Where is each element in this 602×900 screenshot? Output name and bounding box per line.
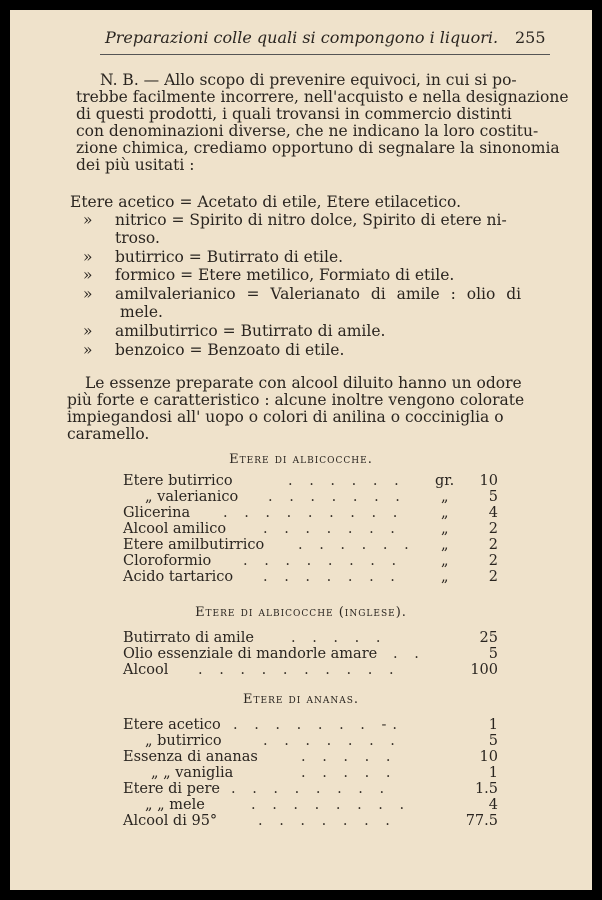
recipe-table [123,630,503,678]
essences-line: più forte e caratteristico : alcune inoltre vengono colorate [67,391,525,409]
essences-paragraph [67,374,540,443]
recipe-row: „ „ mele . . . . . . . . 4 [145,797,498,813]
ingredient-amount: 5 [488,489,498,505]
ingredient-name: Acido tartarico [123,569,234,585]
intro-line: con denominazioni diverse, che ne indicano la loro costitu- [76,122,539,140]
recipe-row: Olio essenziale di mandorle amare . . 5 [123,646,498,662]
intro-line: trebbe facilmente incorrere, nell'acquisto e nella designazione [76,88,569,106]
recipe-row: Butirrato di amile . . . . . 25 [123,630,498,646]
ingredient-amount: 4 [488,797,498,813]
recipe-row: Alcool di 95° . . . . . . . 77.5 [123,813,498,829]
recipe-row: Etere di pere . . . . . . . . 1.5 [123,781,498,797]
ingredient-amount: 5 [488,733,498,749]
ingredient-unit: „ [441,521,449,537]
running-title: Preparazioni colle quali si compongono i liquori. [105,28,499,47]
ingredient-name: Alcool [123,662,169,678]
recipe-table [123,717,503,829]
recipe-row: Alcool . . . . . . . . . . 100 [123,662,498,678]
intro-line: di questi prodotti, i quali trovansi in commercio distinti [76,105,512,123]
recipe-row: Etere butirrico . . . . . . gr. 10 [123,473,498,489]
recipe-row: „ butirrico . . . . . . . 5 [145,733,498,749]
recipe-row: Etere acetico . . . . . . . -. 1 [123,717,498,733]
header-rule [100,54,550,55]
ingredient-name: Olio essenziale di mandorle amare [123,646,378,662]
recipe-row: „ valerianico . . . . . . . „ 5 [145,489,498,505]
ditto-mark: » [83,285,93,303]
intro-line: dei più usitati : [76,156,195,174]
recipe-row: „ „ vaniglia . . . . . 1 [151,765,498,781]
page-header [10,28,592,52]
intro-line: N. B. — Allo scopo di prevenire equivoci, in cui si po- [100,71,517,89]
essences-line: impiegandosi all' uopo o colori di anilina o cocciniglia o [67,408,504,426]
recipe-title: Etere di ananas. [243,692,359,707]
ingredient-name: „ „ mele [145,797,205,813]
ingredient-amount: 77.5 [465,813,498,829]
intro-line: zione chimica, crediamo opportuno di segnalare la sinonomia [76,139,560,157]
ingredient-amount: 1 [488,765,498,781]
ingredient-name: „ valerianico [145,489,239,505]
ingredient-name: Etere di pere [123,781,221,797]
ingredient-name: Essenza di ananas [123,749,258,765]
recipe-row: Cloroformio . . . . . . . . „ 2 [123,553,498,569]
ingredient-amount: 2 [488,569,498,585]
ingredient-amount: 10 [479,749,498,765]
recipe-row: Acido tartarico . . . . . . . „ 2 [123,569,498,585]
ingredient-amount: 10 [479,473,498,489]
ingredient-name: „ butirrico [145,733,222,749]
ingredient-name: Glicerina [123,505,191,521]
ingredient-amount: 5 [488,646,498,662]
intro-paragraph [76,71,569,174]
ingredient-name: Cloroformio [123,553,212,569]
recipe-row: Essenza di ananas . . . . . 10 [123,749,498,765]
ditto-mark: » [83,211,93,229]
ingredient-amount: 2 [488,537,498,553]
recipe-row: Etere amilbutirrico . . . . . . „ 2 [123,537,498,553]
ingredient-name: Alcool di 95° [123,813,218,829]
ingredient-name: Etere butirrico [123,473,233,489]
ingredient-amount: 25 [479,630,498,646]
ingredient-unit: gr. [435,473,455,489]
recipe-table [123,473,503,585]
ingredient-amount: 1 [488,717,498,733]
ingredient-unit: „ [441,553,449,569]
book-page: Preparazioni colle quali si compongono i liquori. 255 N. B. — Allo scopo di prevenire equivoci, in cui si po- trebbe facilmente incorrere, nell'acquisto e nella designazione di questi prodotti, i quali trovansi in commercio distinti con denominazioni diverse, che ne indicano la loro costitu- zione chimica, crediamo opportuno di segnalare la sinonomia dei più usitati : Etere acetico = Acetato di etile, Etere etilacetico. » nitrico = Spirito di nitro dolce, Spirito di etere ni- troso. » butirrico = Butirrato di etile. » formico = Etere metilico, Formiato di etile. » amilvalerianico = Valerianato di amile : olio di mele. » amilbutirrico = Butirrato di amile. » benzoico = Benzoato di etile. Le essenze preparate con alcool diluito hanno un odore più forte e caratteristico : alcune inoltre vengono colorate impiegandosi all' uopo o colori di anilina o cocciniglia o caramello. Etere di albicocche. Etere butirrico . . . . . . gr. 10 „ valerianico . . . . . . . „ 5 Glicerina . . . . . . . . . „ 4 Alcool amilico . . . . . . . „ 2 Etere amilbutirrico . . . . . . „ 2 Cloroformio . . . . . . . . „ 2 Acido tartarico . . . . . . . „ 2 Etere di albicocche (inglese). Butirrato di amile . . . . . 25 Olio essenziale di mandorle amare . . 5 Alcool . . . . . . . . . . 100 Etere di ananas. Etere acetico . . . . . . . -. 1 „ butirrico . . . . . . . 5 Essenza di ananas . . . . . 10 „ „ vaniglia . . . . . 1 Etere di pere . . . . . . . . 1.5 „ „ mele . . . . . . . . 4 Alcool di 95° . . . . . . . 77.5 [10,10,592,890]
ingredient-unit: „ [441,537,449,553]
ingredient-unit: „ [441,505,449,521]
essences-line: caramello. [67,425,150,443]
recipe-row: Glicerina . . . . . . . . . „ 4 [123,505,498,521]
ingredient-amount: 2 [488,553,498,569]
ingredient-name: Alcool amilico [123,521,227,537]
recipe-title: Etere di albicocche. [229,452,373,467]
ditto-mark: » [83,248,93,266]
ingredient-name: „ „ vaniglia [151,765,234,781]
ingredient-unit: „ [441,569,449,585]
ditto-mark: » [83,341,93,359]
ingredient-amount: 1.5 [474,781,498,797]
ingredient-amount: 2 [488,521,498,537]
ingredient-name: Etere amilbutirrico [123,537,265,553]
ditto-mark: » [83,266,93,284]
essences-line: Le essenze preparate con alcool diluito hanno un odore [85,374,522,392]
recipe-title: Etere di albicocche (inglese). [195,605,407,620]
recipe-row: Alcool amilico . . . . . . . „ 2 [123,521,498,537]
ingredient-amount: 4 [488,505,498,521]
ingredient-unit: „ [441,489,449,505]
ingredient-name: Butirrato di amile [123,630,254,646]
ingredient-name: Etere acetico [123,717,221,733]
page-number: 255 [515,28,546,47]
ingredient-amount: 100 [470,662,498,678]
ditto-mark: » [83,322,93,340]
